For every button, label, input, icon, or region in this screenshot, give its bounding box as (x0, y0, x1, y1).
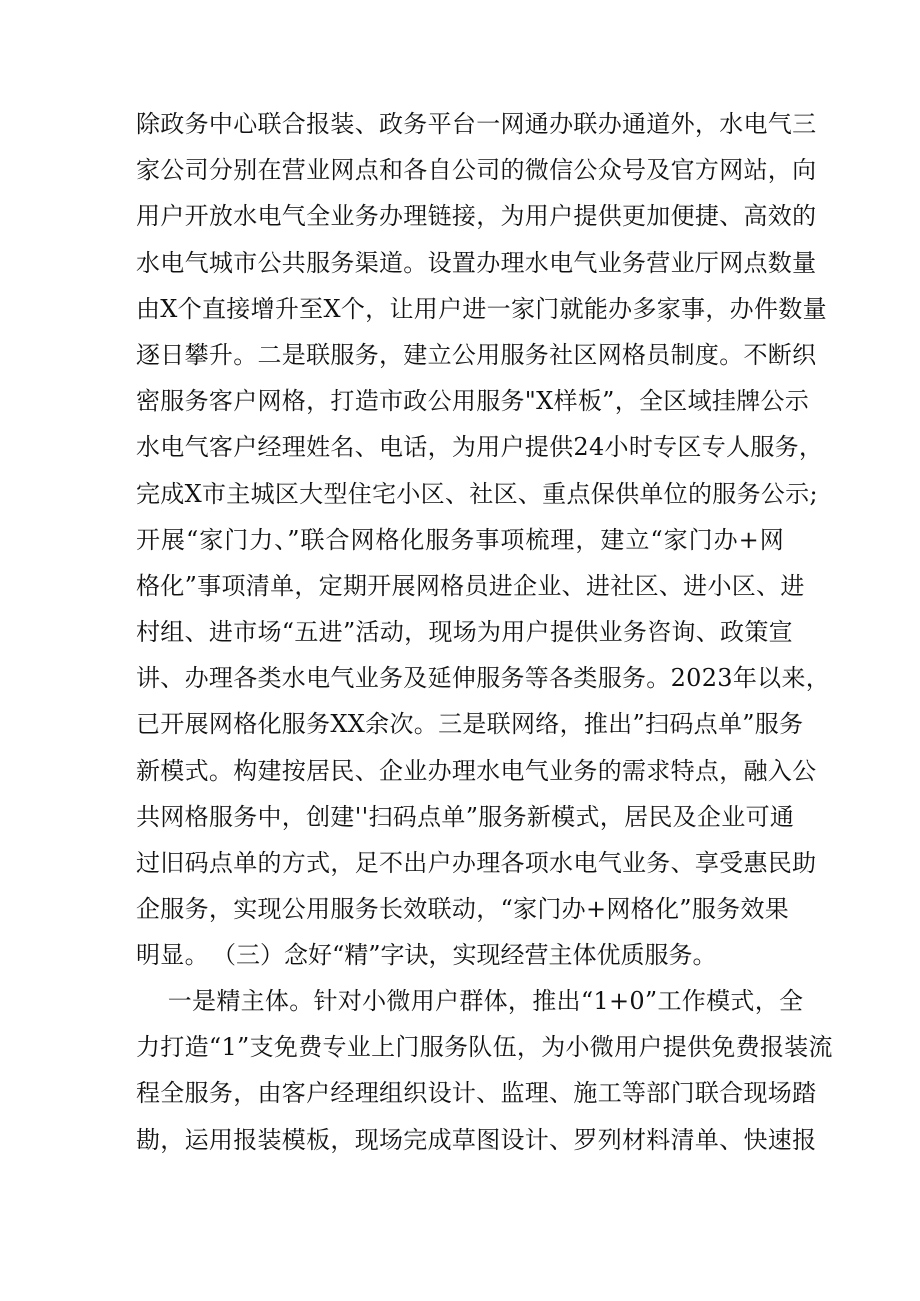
paragraph-1-line-18: 企服务，实现公用服务长效联动，“家门办+网格化”服务效果 (136, 895, 790, 924)
paragraph-1-line-13: 讲、办理各类水电气业务及延伸服务等各类服务。2023年以来， (136, 664, 831, 693)
paragraph-1-line-1: 除政务中心联合报装、政务平台一网通办联办通道外，水电气三 (136, 110, 817, 138)
paragraph-1-line-3: 用户开放水电气全业务办理链接，为用户提供更加便捷、高效的 (136, 202, 817, 231)
paragraph-1-line-10: 开展“家门力、”联合网格化服务事项梳理，建立“家门办+网 (136, 525, 784, 554)
paragraph-1-line-15: 新模式。构建按居民、企业办理水电气业务的需求特点，融入公 (136, 756, 817, 785)
paragraph-2-line-3: 程全服务，由客户经理组织设计、监理、施工等部门联合现场踏 (136, 1079, 817, 1108)
paragraph-1-line-6: 逐日攀升。二是联服务，建立公用服务社区网格员制度。不断织 (136, 340, 817, 369)
paragraph-1-line-4: 水电气城市公共服务渠道。设置办理水电气业务营业厅网点数量 (136, 248, 817, 277)
paragraph-1-line-7: 密服务客户网格，打造市政公用服务"X样板”，全区域挂牌公示 (136, 387, 810, 416)
paragraph-1-line-19: 明显。 (136, 941, 209, 970)
paragraph-2-line-1: 一是精主体。针对小微用户群体，推出“1+0”工作模式，全 (136, 987, 804, 1015)
paragraph-2-line-2: 力打造“1”支免费专业上门服务队伍，为小微用户提供免费报装流 (136, 1033, 833, 1062)
section-heading-text: （三）念好“精”字诀，实现经营主体优质服务。 (212, 941, 717, 969)
paragraph-1-line-12: 村组、进市场“五进”活动，现场为用户提供业务咨询、政策宣 (136, 618, 793, 647)
paragraph-1-line-11: 格化”事项清单，定期开展网格员进企业、进社区、进小区、进 (136, 571, 805, 600)
paragraph-1-line-8: 水电气客户经理姓名、电话，为用户提供24小时专区专人服务， (136, 433, 824, 462)
paragraph-1-line-2: 家公司分别在营业网点和各自公司的微信公众号及官方网站，向 (136, 156, 817, 185)
paragraph-1-line-14: 已开展网格化服务XX余次。三是联网络，推出”扫码点单”服务 (136, 710, 804, 739)
paragraph-1-line-16: 共网格服务中，创建''扫码点单”服务新模式，居民及企业可通 (136, 802, 795, 831)
section-heading (136, 932, 784, 978)
paragraph-1-line-9: 完成X市主城区大型住宅小区、社区、重点保供单位的服务公示; (136, 479, 818, 508)
paragraph-1-line-17: 过旧码点单的方式，足不出户办理各项水电气业务、享受惠民助 (136, 849, 817, 877)
paragraph-2 (136, 978, 833, 1163)
paragraph-1 (136, 101, 831, 979)
paragraph-2-line-4: 勘，运用报装模板，现场完成草图设计、罗列材料清单、快速报 (136, 1125, 817, 1154)
paragraph-1-line-5: 由X个直接增升至X个，让用户进一家门就能办多家事，办件数量 (136, 294, 827, 323)
